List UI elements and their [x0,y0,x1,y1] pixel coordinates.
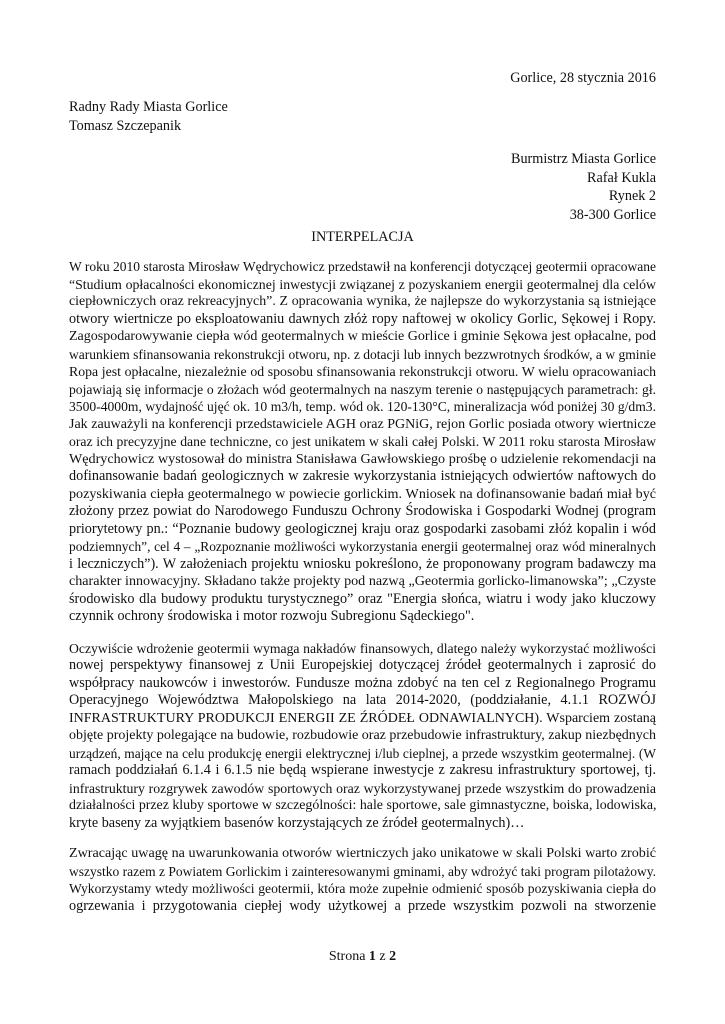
sender-block [69,98,228,136]
recipient-line: Rynek 2 [608,188,656,204]
footer-total-pages: 2 [389,949,397,964]
paragraph-line: ramach poddziałań 6.1.4 i 6.1.5 nie będą wspierane inwestycje z zakresu infrastruktury sportowej, tj. [69,762,656,778]
paragraph-line: pozyskiwania ciepła geotermalnego w powiecie gorlickim. Wniosek na dofinansowanie badań miał być [69,485,656,502]
footer-prefix: Strona [328,949,366,964]
document-title: INTERPELACJA [311,229,414,245]
body-paragraph [69,845,656,915]
paragraph-line: Wykorzystamy wtedy możliwości geotermii, która może zupełnie odmienić sposób pozyskiwania ciepła do [69,881,656,896]
footer-page-number: 1 [368,949,376,964]
paragraph-line: Jak zauważyli na konferencji przedstawiciele AGH oraz PGNiG, rejon Gorlic posiada otwory wiertnicze [69,416,656,432]
sender-line: Radny Rady Miasta Gorlice [69,99,228,115]
paragraph-line: dofinansowanie badań geologicznych w zakresie wykorzystania istniejących odwiertów naftowych do [69,468,656,484]
paragraph-line: wszystko razem z Powiatem Gorlickim i zainteresowanymi gminami, aby wdrożyć taki program pilotażowy. [69,863,656,879]
paragraph-line: infrastruktury rozgrywek zawodów sportowych oraz wykorzystywanej przede wszystkim do prowadzenia [69,780,656,796]
paragraph-line: otwory wiertnicze po eksploatowaniu dawnych złóż ropy naftowej w okolicy Gorlic, Sękowej i Ropy. [69,310,656,327]
paragraph-line: objęte projekty polegające na budowie, rozbudowie oraz przebudowie infrastruktury, zakup niezbędnych [69,728,656,743]
recipient-block [511,150,656,224]
paragraph-line: działalności przez kluby sportowe w szczególności: hale sportowe, sale gimnastyczne, boiska, lodowiska, [69,798,657,813]
recipient-line: 38-300 Gorlice [569,206,656,223]
paragraph-line: urządzeń, mające na celu produkcję energii elektrycznej i/lub cieplnej, a przede wszystkim geotermalnej. (W [69,745,656,761]
paragraph-line: środowisko dla budowy produktu turystycznego” oraz "Energia słońca, wiatru i wody jako kluczowy [69,590,656,607]
paragraph-line: W roku 2010 starosta Mirosław Wędrychowicz przedstawił na konferencji dotyczącej geotermii opracowane [69,259,656,274]
paragraph-line: INFRASTRUKTURY PRODUKCJI ENERGII ZE ŹRÓDEŁ ODNAWIALNYCH). Wsparciem zostaną [69,710,656,726]
recipient-line: Burmistrz Miasta Gorlice [511,151,656,167]
recipient-line: Rafał Kukla [587,169,656,186]
paragraph-line: współpracy naukowców i inwestorów. Fundusze można zdobyć na ten cel z Regionalnego Programu [69,674,656,691]
paragraph-line: złożony przez powiat do Narodowego Funduszu Ochrony Środowiska i Gospodarki Wodnej (program [69,503,656,519]
footer-separator: z [379,949,386,964]
paragraph-line: i leczniczych”). W założeniach projektu wniosku pokreślono, że proponowany program badawczy ma [69,555,656,572]
paragraph-line: Zwracając uwagę na uwarunkowania otworów wiertniczych jako unikatowe w skali Polski warto zrobić [69,845,656,861]
body-paragraph [69,258,656,626]
sender-line: Tomasz Szczepanik [69,118,182,134]
paragraph-line: Zagospodarowywanie ciepła wód geotermalnych w mieście Gorlice i gminie Sękowa jest opłacalne, pod [69,329,656,344]
paragraph-line: 3500-4000m, wydajność ujęć ok. 10 m3/h, temp. wód ok. 120-130°C, mineralizacja wód poniżej 30 g/dm3. [69,399,656,414]
paragraph-line: priorytetowy pn.: “Poznanie budowy geologicznej kraju oraz gospodarki zasobami złóż kopalin i wód [69,520,656,537]
paragraph-line: Ropa jest opłacalne, niezależnie od sposobu sfinansowania rekonstrukcji otworu. W wielu opracowaniach [69,364,656,379]
paragraph-line: podziemnych”, cel 4 – „Rozpoznanie możliwości wykorzystania energii geotermalnej oraz wód mineralnych [69,539,656,554]
paragraph-line: pojawiają się informacje o złożach wód geotermalnych na naszym terenie o następujących parametrach: gł. [69,381,656,397]
page-footer [0,948,725,966]
paragraph-line: Operacyjnego Województwa Małopolskiego na lata 2014-2020, (poddziałanie, 4.1.1 ROZWÓJ [69,692,656,708]
paragraph-line: ciepłowniczych oraz rekreacyjnych”. Z opracowania wynika, że najlepsze do wykorzystania są istniejące [69,294,656,309]
paragraph-line: Wędrychowicz wystosował do ministra Stanisława Gawłowskiego prośbę o udzielenie rekomendacji na [69,450,656,467]
letter-date: Gorlice, 28 stycznia 2016 [510,70,656,86]
paragraph-line: warunkiem sfinansowania rekonstrukcji otworu, np. z dotacji lub innych bezzwrotnych środków, a w gminie [69,346,656,362]
paragraph-line: ogrzewania i przygotowania ciepłej wody użytkowej a przede wszystkim pozwoli na stworzenie [69,897,656,914]
body-paragraph [69,640,656,833]
paragraph-line: “Studium opłacalności ekonomicznej inwestycji związanej z pozyskaniem energii geotermalnej dla celów [69,276,656,292]
paragraph-line: nowej perspektywy finansowej z Unii Europejskiej dotyczącej źródeł geotermalnych i zaprosić do [69,657,656,673]
paragraph-line: charakter innowacyjny. Składano także projekty pod nazwą „Geotermia gorlicko-limanowska”; „Czyste [69,573,656,589]
paragraph-line: kryte baseny za wyjątkiem basenów korzystających ze źródeł geotermalnych)… [69,814,525,831]
paragraph-line: Oczywiście wdrożenie geotermii wymaga nakładów finansowych, dlatego należy wykorzystać możliwości [69,640,656,656]
paragraph-line: oraz ich precyzyjne dane techniczne, co jest unikatem w skali całej Polski. W 2011 roku starosta Mirosław [69,434,656,449]
paragraph-line: czynnik ochrony środowiska i motor rozwoju Subregionu Sądeckiego". [69,608,475,624]
letter-body [69,258,656,915]
